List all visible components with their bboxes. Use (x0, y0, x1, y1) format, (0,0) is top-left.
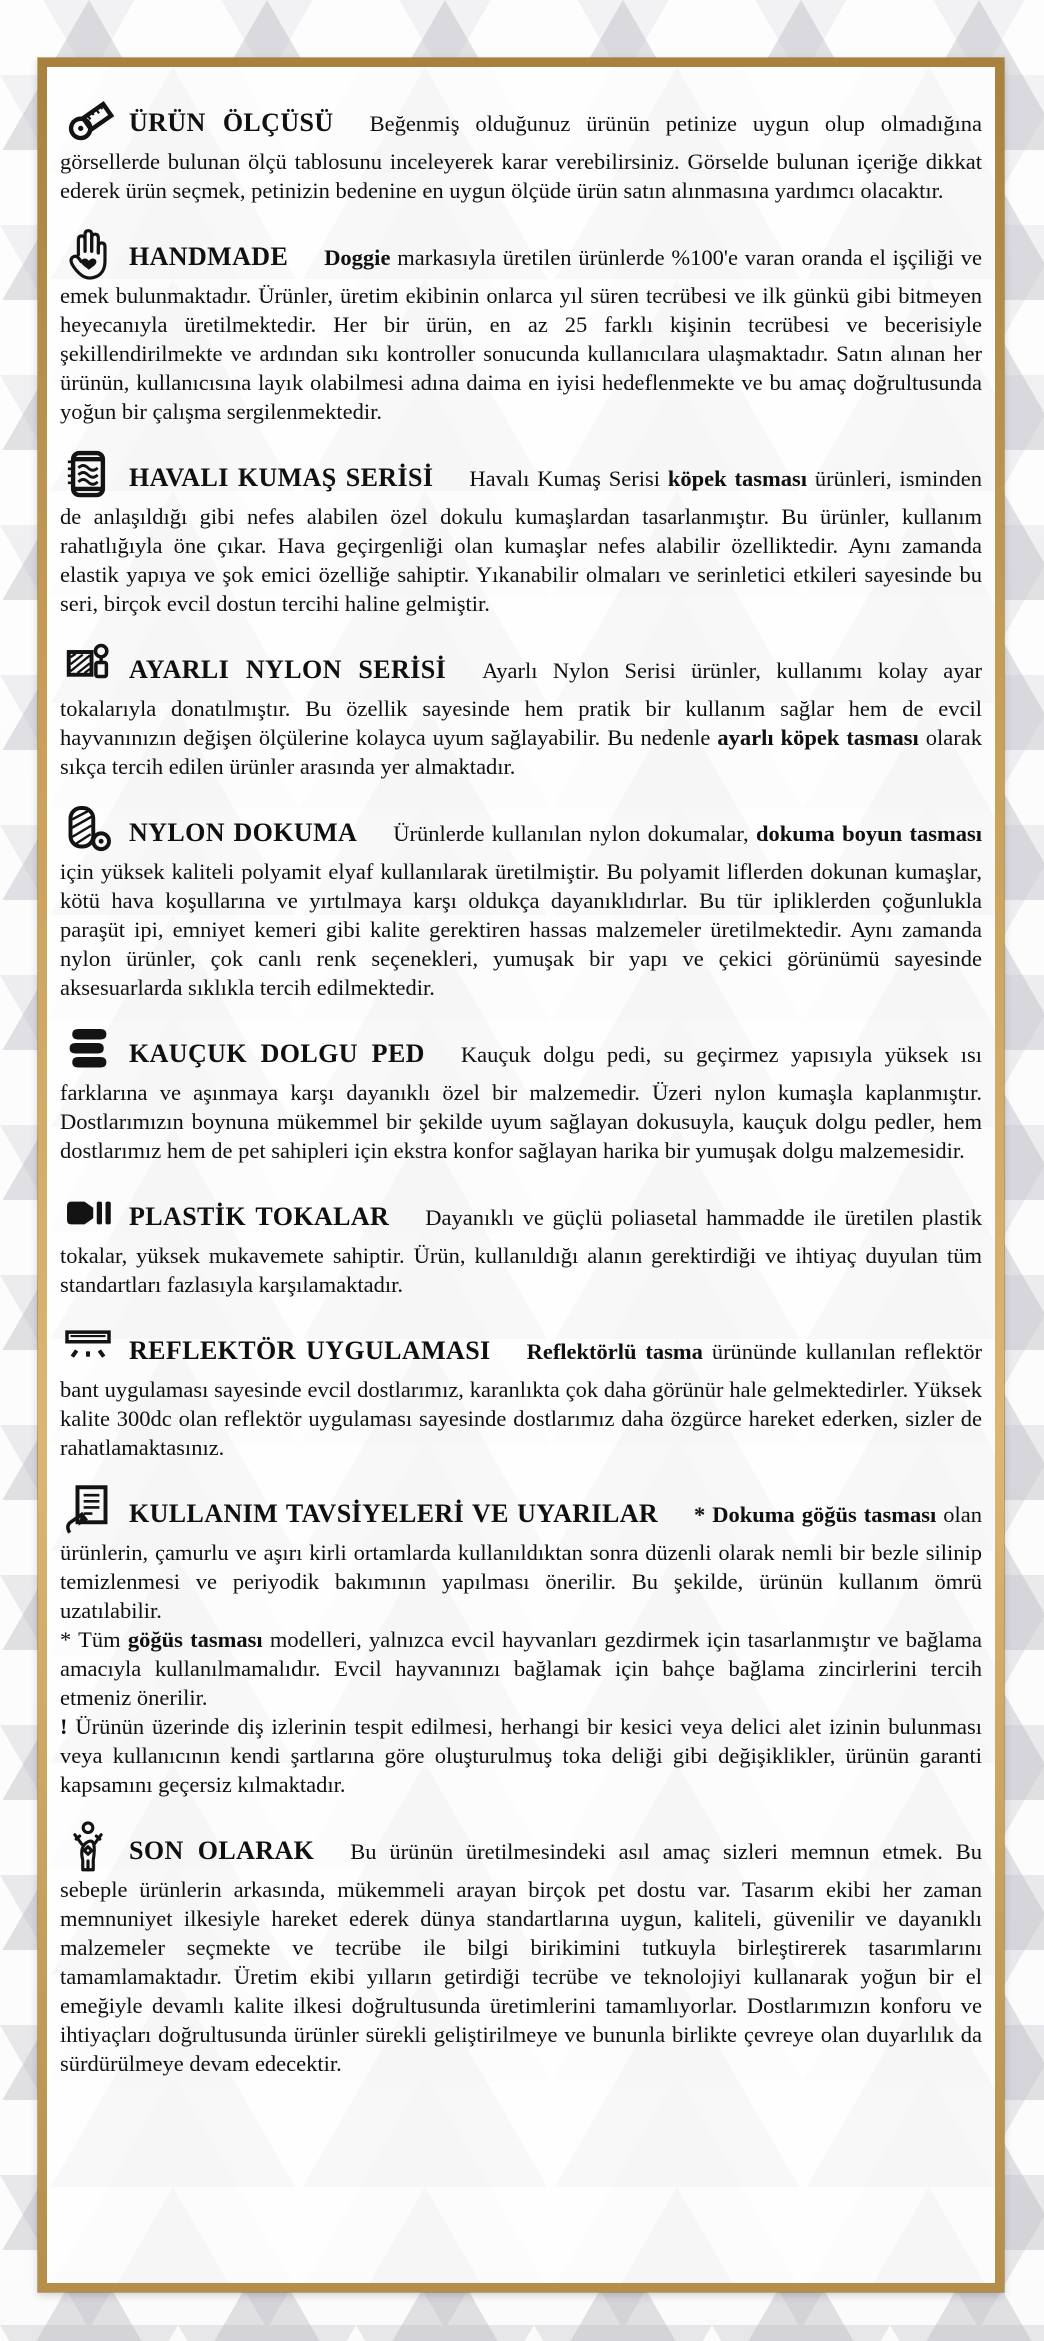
text-segment: için yüksek kaliteli polyamit elyaf kullanılarak üretilmiştir. Bu polyamit liflerden dokunan kumaşlar, kötü hava koşullarına ve yırtılmaya karşı oldukça dayanıklıdırlar. Bu tür ipliklerden çoğunlukla paraşüt ipi, emniyet kemeri gibi kalite gerektiren hassas malzemeler üretilmektedir. Aynı zamanda nylon ürünler, çok canlı renk seçenekleri, yumuşak bir yapı ve çekici görünümü sayesinde aksesuarlarda sıklıkla tercih edilmektedir. (60, 859, 982, 1000)
text-segment: dokuma boyun tasması (755, 821, 982, 846)
text-segment: Ayarlı Nylon Serisi ürünler, kullanımı kolay ayar tokalarıyla donatılmıştır. Bu özellik sayesinde hem pratik bir kullanım sağlar hem de evcil hayvanınızın değişen ölçülerine kolayca uyum sağlayabilir. Bu nedenle (60, 658, 982, 750)
text-segment: markasıyla üretilen ürünlerde %100'e varan oranda el işçiliği ve emek bulunmaktadır. Ürünler, üretim ekibinin onlarca yıl süren tecrübesi ve ilk günkü gibi bitmeyen heyecanıyla üretilmektedir. Her bir ürün, en az 25 farklı kişinin tecrübesi ve becerisiyle şekillendirilmekte ve ardından sıkı kontroller sonucunda kullanıcılara ulaşmaktadır. Satın alınan her ürünün, kullanıcısına layık olabilmesi adına daima en iyisi hedeflenmekte ve bu amaç doğrultusunda yoğun bir çalışma sergilenmektedir. (60, 245, 982, 424)
section-title: NYLON DOKUMA (129, 818, 358, 847)
section-title: AYARLI NYLON SERİSİ (129, 655, 447, 684)
description-card (47, 67, 995, 2283)
paragraph (60, 1819, 982, 2078)
section-title: HANDMADE (129, 242, 289, 271)
text-segment: olan ürünlerin, çamurlu ve aşırı kirli ortamlarda kullanıldıktan sonra düzenli olarak nemli bir bezle silinip temizlenmesi ve periyodik bakımının yapılması önerilir. Bu şekilde, ürünün kullanım ömrü uzatılabilir. (60, 1502, 982, 1623)
section-title: HAVALI KUMAŞ SERİSİ (129, 463, 434, 492)
text-segment: göğüs tasması (127, 1627, 263, 1652)
paragraph (60, 446, 982, 618)
paragraph (60, 1022, 982, 1165)
text-segment: Doggie (324, 245, 391, 270)
section-reflektor-uygulamasi (60, 1319, 982, 1462)
text-segment: Havalı Kumaş Serisi (469, 466, 668, 491)
text-segment: * Tüm (60, 1627, 128, 1652)
adjustable-strap-icon (60, 638, 116, 694)
gold-frame (38, 58, 1004, 2292)
section-kaucuk-dolgu-ped (60, 1022, 982, 1165)
section-handmade (60, 225, 982, 426)
section-title: REFLEKTÖR UYGULAMASI (129, 1336, 491, 1365)
text-segment: Bu ürünün üretilmesindeki asıl amaç sizleri memnun etmek. Bu sebeple ürünlerin arkasında, mükemmeli arayan birçok pet dostu var. Tasarım ekibi her zaman memnuniyet ilkesiyle hareket ederek dünya standartlarına uygun, kaliteli, güvenilir ve dayanıklı malzemeler seçmekte ve tecrübe ile bilgi birikimini tutkuyla birleştirerek tasarımlarını tamamlamaktadır. Üretim ekibi yılların getirdiği tecrübe ve teknolojiyi kullanarak yoğun bir el emeğiyle devamlı kalite ilkesi doğrultusunda üretimlerini tamamlıyorlar. Dostlarımızın konforu ve ihtiyaçları doğrultusunda ürünler sürekli geliştirilmeye ve bununla birlikte çevreye olan duyarlılık da sürdürülmeye devam edecektir. (60, 1839, 982, 2076)
section-urun-olcusu (60, 91, 982, 205)
paragraph (60, 638, 982, 781)
hand-heart-icon (60, 225, 116, 281)
text-segment: Beğenmiş olduğunuz ürünün petinize uygun olup olmadığına görsellerde bulunan ölçü tablosunu inceleyerek karar verebilirsiniz. Görselde bulunan içeriğe dikkat ederek ürün seçmek, petinizin bedenine en uygun ölçüde ürün satın alınmasına yardımcı olacaktır. (60, 111, 982, 203)
text-segment: ayarlı köpek tasması (717, 725, 919, 750)
section-title: KAUÇUK DOLGU PED (129, 1039, 425, 1068)
measuring-tape-icon (60, 91, 116, 147)
woven-fabric-icon (60, 801, 116, 857)
usage-guide-icon (60, 1482, 116, 1538)
section-plastik-tokalar (60, 1185, 982, 1299)
section-ayarli-nylon-serisi (60, 638, 982, 781)
text-segment: * Dokuma göğüs tasması (694, 1502, 937, 1527)
section-title: PLASTİK TOKALAR (129, 1202, 390, 1231)
text-segment: Dayanıklı ve güçlü poliasetal hammadde ile üretilen plastik tokalar, yüksek mukavemete sahiptir. Ürün, kullanıldığı alanın gerektirdiği ve ihtiyaç duyulan tüm standartları fazlasıyla karşılamaktadır. (60, 1205, 982, 1297)
paragraph (60, 225, 982, 426)
section-son-olarak (60, 1819, 982, 2078)
text-segment: ! (60, 1714, 68, 1739)
text-segment: Reflektörlü tasma (526, 1339, 703, 1364)
text-segment: Ürünlerde kullanılan nylon dokumalar, (393, 821, 756, 846)
text-segment: modelleri, yalnızca evcil hayvanları gezdirmek için tasarlanmıştır ve bağlama amacıyla kullanılmamalıdır. Evcil hayvanınızı bağlamak için bahçe bağlama zincirlerini tercih etmeniz önerilir. (60, 1627, 982, 1710)
text-segment: Ürünün üzerinde diş izlerinin tespit edilmesi, herhangi bir kesici veya delici alet izinin bulunması veya kullanıcının kendi şartlarına göre oluşturulmuş toka deliği gibi değişiklikler, ürünün garanti kapsamını geçersiz kılmaktadır. (60, 1714, 982, 1797)
paragraph (60, 91, 982, 205)
paragraph (60, 1482, 982, 1625)
text-segment: köpek tasması (667, 466, 807, 491)
text-segment: Kauçuk dolgu pedi, su geçirmez yapısıyla yüksek ısı farklarına ve aşınmaya karşı dayanıklı özel bir malzemedir. Üzeri nylon kumaşla kaplanmıştır. Dostlarımızın boynuna mükemmel bir şekilde uyum sağlayan dokusuyla, kauçuk dolgu pedler, hem dostlarımız hem de pet sahipleri için ekstra konfor sağlayan harika bir yumuşak dolgu malzemesidir. (60, 1042, 982, 1163)
text-segment: olarak sıkça tercih edilen ürünler arasında yer almaktadır. (60, 725, 983, 779)
reflector-icon (60, 1319, 116, 1375)
section-kullanim-tavsiyeleri (60, 1482, 982, 1799)
breathable-fabric-icon (60, 446, 116, 502)
plastic-buckle-icon (60, 1185, 116, 1241)
paragraph (60, 1712, 982, 1799)
happy-person-icon (60, 1819, 116, 1875)
section-havali-kumas-serisi (60, 446, 982, 618)
paragraph (60, 1185, 982, 1299)
section-nylon-dokuma (60, 801, 982, 1002)
paragraph (60, 1625, 982, 1712)
paragraph (60, 1319, 982, 1462)
text-segment: ürünleri, isminden de anlaşıldığı gibi nefes alabilen özel dokulu kumaşlardan tasarlanmıştır. Bu ürünler, kullanım rahatlığıyla öne çıkar. Hava geçirgenliği olan kumaşlar nefes alabilir özelliktedir. Aynı zamanda elastik yapıya ve şok emici özelliğe sahiptir. Yıkanabilir olmaları ve serinletici etkileri sayesinde bu seri, birçok evcil dostun tercihi haline gelmiştir. (60, 466, 983, 616)
rubber-pad-icon (60, 1022, 116, 1078)
text-segment: ürününde kullanılan reflektör bant uygulaması sayesinde evcil dostlarımız, karanlıkta çok daha görünür hale gelmektedirler. Yüksek kalite 300dc olan reflektör uygulaması sayesinde dostlarımız daha özgürce hareket ederken, sizler de rahatlamaktasınız. (60, 1339, 982, 1460)
paragraph (60, 801, 982, 1002)
section-title: KULLANIM TAVSİYELERİ VE UYARILAR (129, 1499, 659, 1528)
section-title: SON OLARAK (129, 1836, 315, 1865)
section-title: ÜRÜN ÖLÇÜSÜ (129, 108, 334, 137)
